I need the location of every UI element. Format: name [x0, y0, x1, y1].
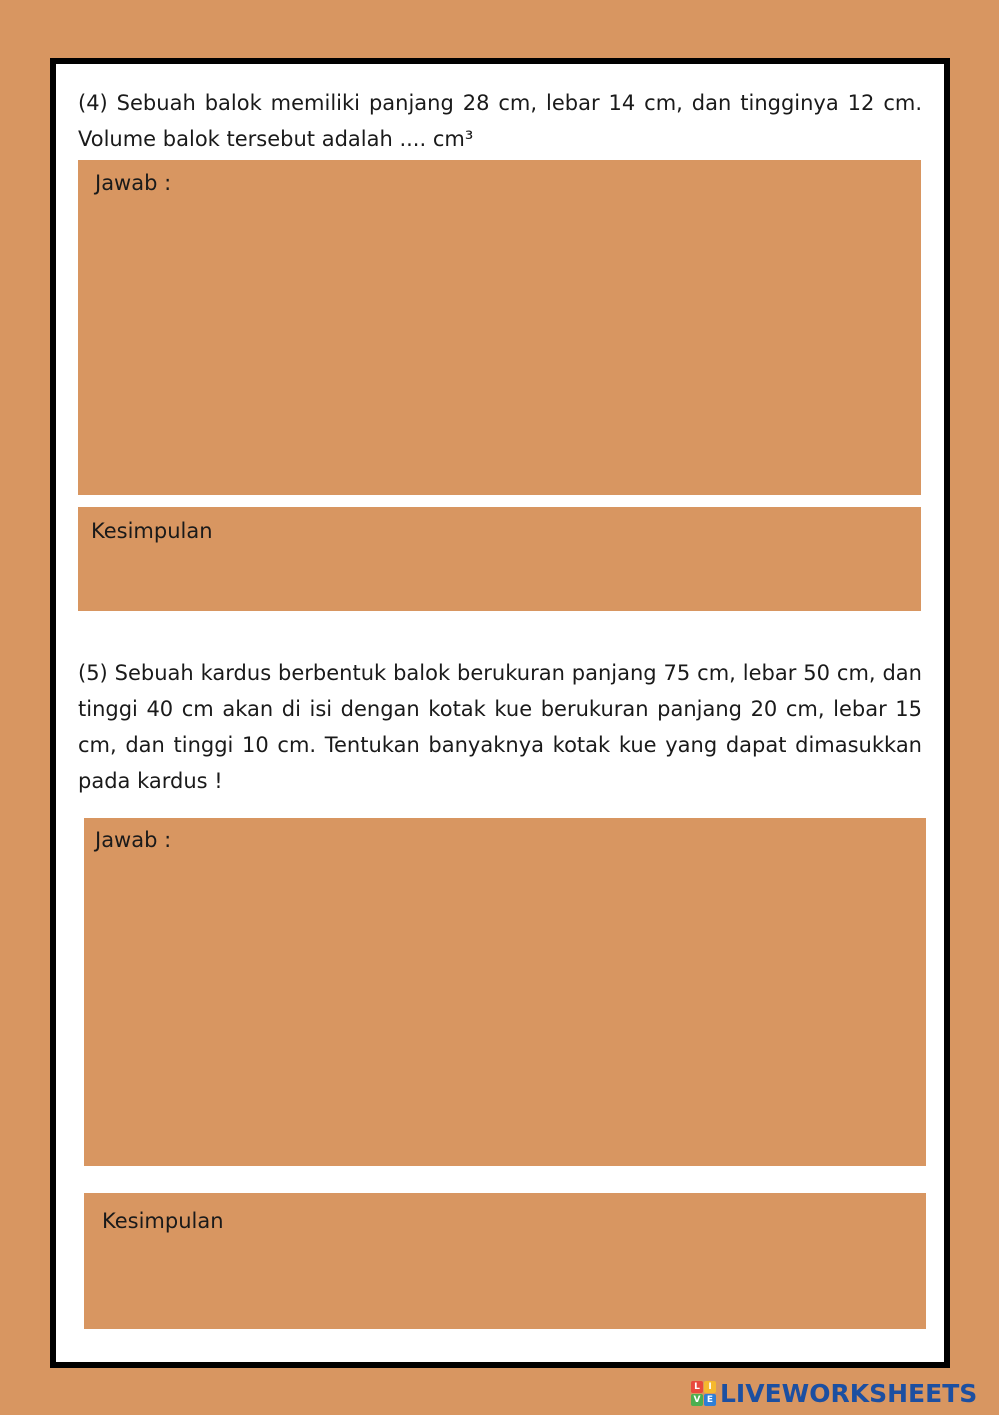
- question-4-answer-box[interactable]: [78, 160, 921, 495]
- liveworksheets-logo-icon: [691, 1381, 716, 1406]
- question-5-answer-label: Jawab :: [95, 828, 172, 852]
- logo-letter-v: V: [691, 1394, 703, 1406]
- question-4-conclusion-box[interactable]: [78, 507, 921, 611]
- logo-letter-e: E: [704, 1394, 716, 1406]
- question-5-conclusion-label: Kesimpulan: [102, 1209, 224, 1233]
- liveworksheets-watermark: [691, 1376, 977, 1410]
- logo-letter-l: L: [691, 1381, 703, 1393]
- question-5-answer-box[interactable]: [84, 818, 926, 1166]
- question-5-conclusion-box[interactable]: [84, 1193, 926, 1329]
- question-4-answer-label: Jawab :: [95, 171, 172, 195]
- liveworksheets-brand-text: LIVEWORKSHEETS: [720, 1378, 978, 1408]
- worksheet-page: [50, 58, 950, 1368]
- question-4-conclusion-label: Kesimpulan: [91, 519, 213, 543]
- logo-letter-i: I: [704, 1381, 716, 1393]
- question-5-text: (5) Sebuah kardus berbentuk balok berukuran panjang 75 cm, lebar 50 cm, dan tinggi 40 cm akan di isi dengan kotak kue berukuran panjang 20 cm, lebar 15 cm, dan tinggi 10 cm. Tentukan banyaknya kotak kue yang dapat dimasukkan pada kardus !: [78, 661, 922, 793]
- question-4-text: (4) Sebuah balok memiliki panjang 28 cm, lebar 14 cm, dan tingginya 12 cm. Volume balok tersebut adalah .... cm³: [78, 91, 922, 151]
